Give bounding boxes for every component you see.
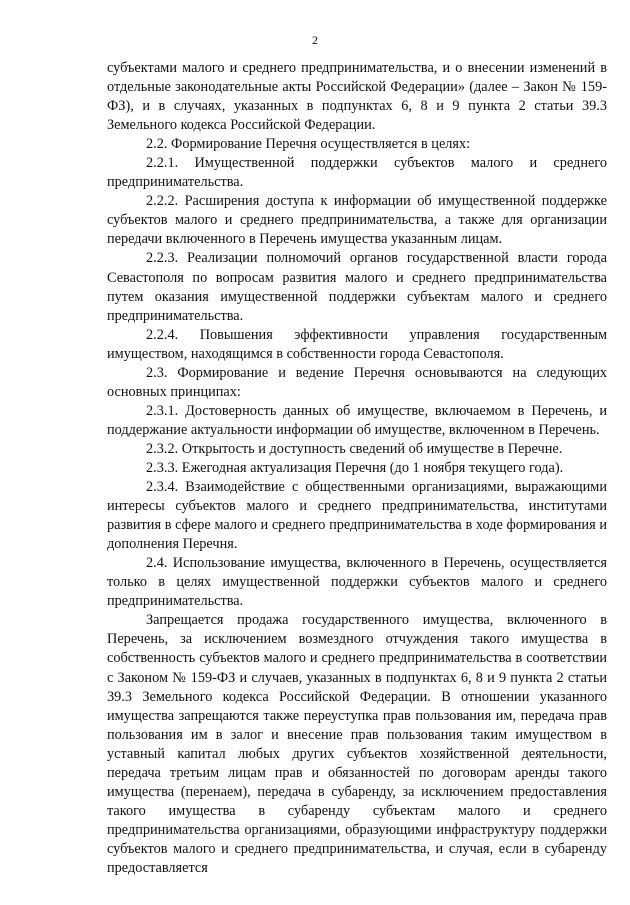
page-number: 2 [312, 33, 318, 47]
paragraph: 2.2.1. Имущественной поддержки субъектов малого и среднего предпринимательства. [107, 155, 607, 191]
paragraph: 2.2.2. Расширения доступа к информации об имущественной поддержке субъектов малого и среднего предпринимательства, а также для организации передачи включенного в Перечень имущества указанным лицам. [107, 193, 607, 248]
paragraph: 2.3.4. Взаимодействие с общественными организациями, выражающими интересы субъектов малого и среднего предпринимательства, институтами развития в сфере малого и среднего предпринимательства в ходе формирования и дополнения Перечня. [107, 479, 607, 553]
paragraph: 2.3.2. Открытость и доступность сведений об имуществе в Перечне. [146, 440, 563, 457]
paragraph: 2.2. Формирование Перечня осуществляется в целях: [146, 136, 471, 153]
document-body [107, 59, 607, 878]
paragraph: 2.4. Использование имущества, включенного в Перечень, осуществляется только в целях имущественной поддержки субъектов малого и среднего предпринимательства. [107, 555, 607, 610]
paragraph: 2.2.4. Повышения эффективности управления государственным имуществом, находящимся в собственности города Севастополя. [107, 326, 607, 362]
paragraph: 2.3.1. Достоверность данных об имуществе, включаемом в Перечень, и поддержание актуальности информации об имуществе, включенном в Перечень. [107, 402, 607, 438]
paragraph: 2.3.3. Ежегодная актуализация Перечня (до 1 ноября текущего года). [146, 459, 564, 476]
paragraph: 2.3. Формирование и ведение Перечня основываются на следующих основных принципах: [107, 364, 607, 400]
paragraph: Запрещается продажа государственного имущества, включенного в Перечень, за исключением возмездного отчуждения такого имущества в собственность субъектов малого и среднего предпринимательства в соответствии с Законом № 159-ФЗ и случаев, указанных в подпунктах 6, 8 и 9 пункта 2 статьи 39.3 Земельного кодекса Российской Федерации. В отношении указанного имущества запрещаются также переуступка прав пользования им, передача прав пользования им в залог и внесение прав пользования таким имуществом в уставный капитал любых других субъектов хозяйственной деятельности, передача третьим лицам прав и обязанностей по договорам аренды такого имущества (перенаем), передача в субаренду, за исключением предоставления такого имущества в субаренду субъектам малого и среднего предпринимательства организациями, образующими инфраструктуру поддержки субъектов малого и среднего предпринимательства, и случая, если в субаренду предоставляется [107, 612, 607, 876]
paragraph: 2.2.3. Реализации полномочий органов государственной власти города Севастополя по вопросам развития малого и среднего предпринимательства путем оказания имущественной поддержки субъектам малого и среднего предпринимательства. [107, 250, 607, 324]
paragraph: субъектами малого и среднего предпринимательства, и о внесении изменений в отдельные законодательные акты Российской Федерации» (далее – Закон № 159-ФЗ), и в случаях, указанных в подпунктах 6, 8 и 9 пункта 2 статьи 39.3 Земельного кодекса Российской Федерации. [107, 60, 607, 134]
